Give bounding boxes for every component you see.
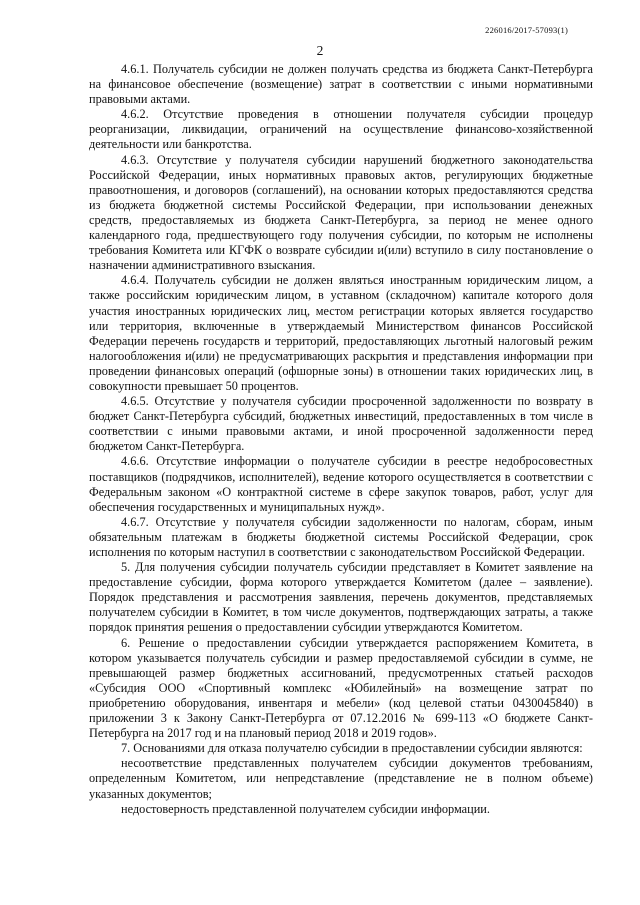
paragraph-7: 7. Основаниями для отказа получателю субсидии в предоставлении субсидии являются: bbox=[121, 741, 583, 756]
paragraph-4-6-2: 4.6.2. Отсутствие проведения в отношении получателя субсидии процедур реорганизации, ликвидации, ограничений на осуществление финансово-хозяйственной деятельности или банкротства. bbox=[89, 107, 593, 152]
paragraph-4-6-6: 4.6.6. Отсутствие информации о получателе субсидии в реестре недобросовестных поставщиков (подрядчиков, исполнителей), ведение которого осуществляется в соответствии с Федеральным законом «О контрактной системе в сфере закупок товаров, работ, услуг для обеспечения государственных и муниципальных нужд». bbox=[89, 454, 593, 514]
paragraph-4-6-5: 4.6.5. Отсутствие у получателя субсидии просроченной задолженности по возврату в бюджет Санкт-Петербурга субсидий, бюджетных инвестиций, предоставленных в том числе в соответствии с иными правовыми актами, и иной просроченной задолженности перед бюджетом Санкт-Петербурга. bbox=[89, 394, 593, 454]
page-number: 2 bbox=[316, 43, 324, 58]
paragraph-6: 6. Решение о предоставлении субсидии утверждается распоряжением Комитета, в котором указывается получатель субсидии и размер предоставляемой субсидии в сумме, не превышающей размер бюджетных ассигнований, предусмотренных статьей расходов «Субсидия ООО «Спортивный комплекс «Юбилейный» на возмещение затрат по приобретению оборудования, инвентаря и мебели» (код целевой статьи 0430045840) в приложении 3 к Закону Санкт-Петербурга от 07.12.2016 № 699-113 «О бюджете Санкт-Петербурга на 2017 год и на плановый период 2018 и 2019 годов». bbox=[89, 635, 593, 741]
paragraph-4-6-4: 4.6.4. Получатель субсидии не должен являться иностранным юридическим лицом, а также российским юридическим лицом, в уставном (складочном) капитале которого доля участия иностранных юридических лиц, местом регистрации которых является государство или территория, включенные в утверждаемый Министерством финансов Российской Федерации перечень государств и территорий, предоставляющих льготный налоговый режим налогообложения и(или) не предусматривающих раскрытия и представления информации при проведении финансовых операций (офшорные зоны) в отношении таких юридических лиц, в совокупности превышает 50 процентов. bbox=[89, 273, 593, 393]
refusal-ground-2: недостоверность представленной получателем субсидии информации. bbox=[121, 801, 490, 816]
document-body bbox=[89, 62, 593, 817]
paragraph-5: 5. Для получения субсидии получатель субсидии представляет в Комитет заявление на предоставление субсидии, форма которого утверждается Комитетом (далее – заявление). Порядок представления и рассмотрения заявления, перечень документов, представляемых получателем субсидии в Комитет, в том числе документов, подтверждающих затраты, а также порядок принятия решения о предоставлении субсидии утверждаются Комитетом. bbox=[89, 560, 593, 635]
paragraph-4-6-1: 4.6.1. Получатель субсидии не должен получать средства из бюджета Санкт-Петербурга на финансовое обеспечение (возмещение) затрат в соответствии с иными нормативными правовыми актами. bbox=[89, 62, 593, 107]
document-registration-number: 226016/2017-57093(1) bbox=[485, 25, 568, 35]
paragraph-4-6-7: 4.6.7. Отсутствие у получателя субсидии задолженности по налогам, сборам, иным обязательным платежам в бюджеты бюджетной системы Российской Федерации, срок исполнения по которым наступил в соответствии с законодательством Российской Федерации. bbox=[89, 514, 593, 559]
paragraph-4-6-3: 4.6.3. Отсутствие у получателя субсидии нарушений бюджетного законодательства Российской Федерации, иных нормативных правовых актов, регулирующих бюджетные правоотношения, и договоров (соглашений), на основании которых предоставляются средства из бюджета бюджетной системы Российской Федерации, при использовании денежных средств, предоставляемых из бюджета Санкт-Петербурга, за период не менее одного календарного года, предшествующего году получения субсидии, по которым не исполнены требования Комитета или КГФК о возврате субсидии и(или) вступило в силу постановление о назначении административного взыскания. bbox=[89, 152, 593, 273]
refusal-ground-1: несоответствие представленных получателем субсидии документов требованиям, определенным Комитетом, или непредставление (представление не в полном объеме) указанных документов; bbox=[89, 756, 593, 801]
